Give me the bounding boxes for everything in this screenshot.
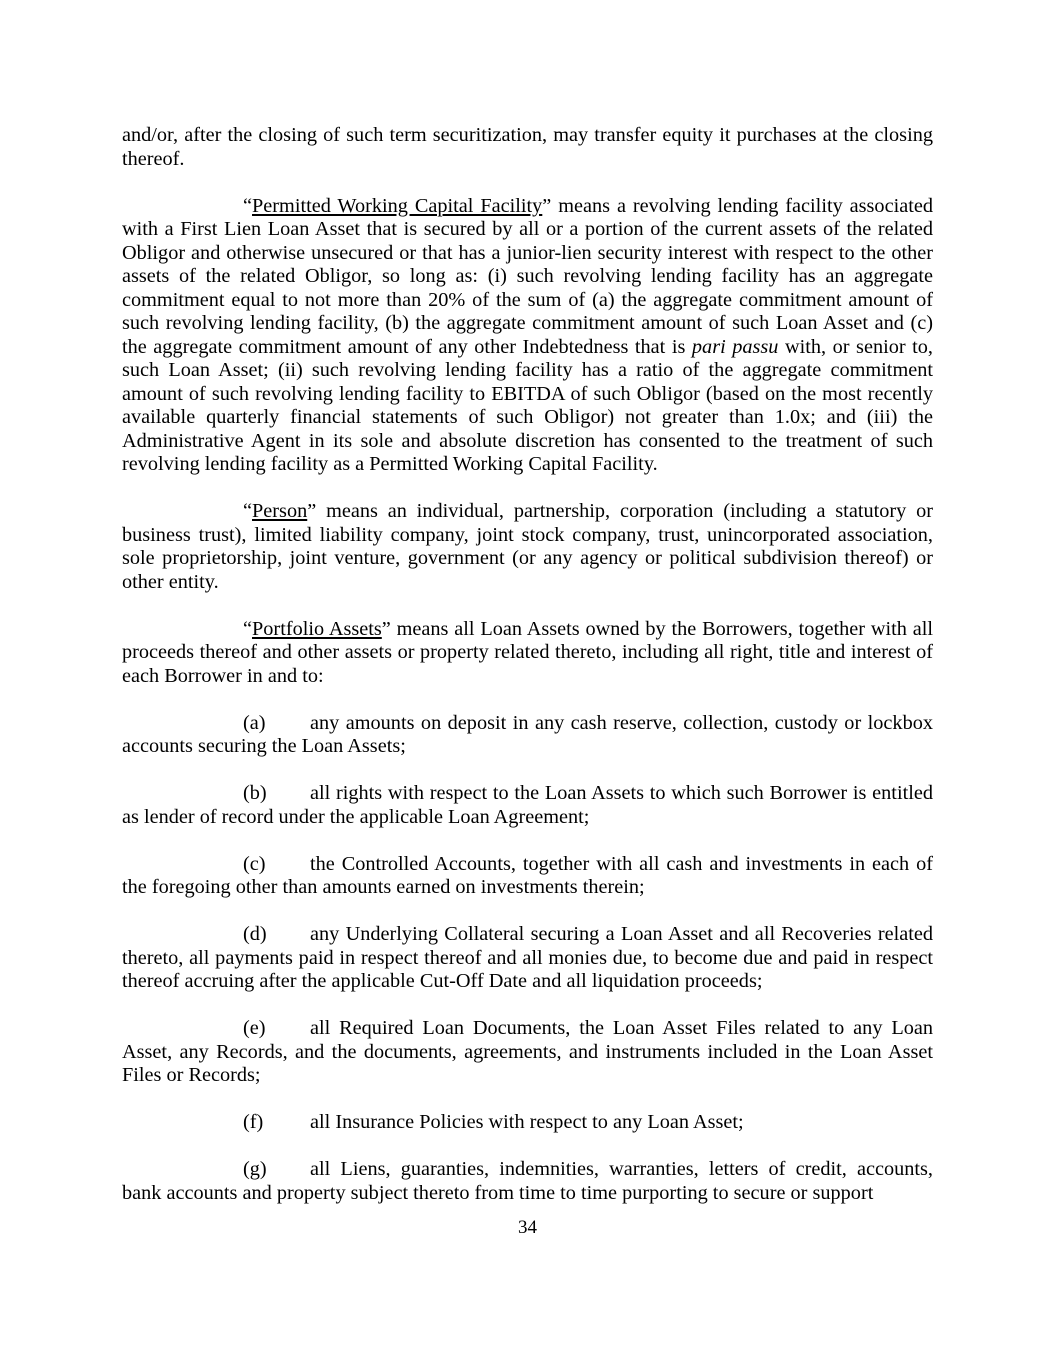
defined-term: Permitted Working Capital Facility: [252, 194, 543, 217]
open-quote: “: [243, 500, 253, 522]
open-quote: “: [243, 194, 253, 217]
italic-latin-phrase: pari passu: [691, 335, 779, 358]
defined-term: Person: [252, 500, 308, 522]
clause-d: [122, 923, 933, 994]
body-text: all Liens, guaranties, indemnities, warranties, letters of credit, accounts, bank accounts and property subject thereto from time to time purporting to secure or support: [122, 1158, 933, 1204]
body-text: any amounts on deposit in any cash reserve, collection, custody or lockbox accounts securing the Loan Assets;: [122, 711, 933, 757]
clause-label: (a): [243, 711, 266, 734]
body-text: and/or, after the closing of such term securitization, may transfer equity it purchases at the closing thereof.: [122, 124, 933, 170]
clause-label: (b): [243, 782, 267, 804]
clause-a: [122, 712, 933, 759]
clause-f: [122, 1111, 933, 1135]
body-text: any Underlying Collateral securing a Loan Asset and all Recoveries related thereto, all payments paid in respect thereof and all monies due, to become due and paid in respect thereof accruing after the applicable Cut-Off Date and all liquidation proceeds;: [122, 923, 933, 992]
open-quote: “: [243, 617, 253, 640]
clause-label: (d): [243, 923, 267, 945]
clause-label: (e): [243, 1017, 266, 1039]
body-text: all rights with respect to the Loan Assets to which such Borrower is entitled as lender of record under the applicable Loan Agreement;: [122, 782, 933, 828]
body-text: the Controlled Accounts, together with all cash and investments in each of the foregoing other than amounts earned on investments therein;: [122, 852, 933, 898]
clause-b: [122, 782, 933, 829]
clause-label: (f): [243, 1111, 264, 1133]
clause-c: [122, 853, 933, 900]
body-text: ” means all Loan Assets owned by the Borrowers, together with all proceeds thereof and other assets or property related thereto, including all right, title and interest of each Borrower in and to:: [122, 617, 933, 687]
body-text: ” means a revolving lending facility associated with a First Lien Loan Asset that is secured by all or a portion of the current assets of the related Obligor and otherwise unsecured or that has a junior-lien security interest with respect to the other assets of the related Obligor, so long as: (i) such revolving lending facility has an aggregate commitment equal to not more than 20% of the sum of (a) the aggregate commitment amount of such revolving lending facility, (b) the aggregate commitment amount of such Loan Asset and (c) the aggregate commitment amount of any other Indebtedness that is: [122, 194, 933, 358]
clause-e: [122, 1017, 933, 1088]
body-text: with, or senior to, such Loan Asset; (ii) such revolving lending facility has a ratio of the aggregate commitment amount of such revolving lending facility to EBITDA of such Obligor (based on the most recently available quarterly financial statements of such Obligor) not greater than 1.0x; and (iii) the Administrative Agent in its sole and absolute discretion has consented to the treatment of such revolving lending facility as a Permitted Working Capital Facility.: [122, 335, 933, 475]
paragraph-portfolio-assets: [122, 618, 933, 689]
paragraph-continuation: [122, 124, 933, 171]
paragraph-permitted-working-capital-facility: [122, 195, 933, 477]
page-number: 34: [518, 1217, 537, 1238]
paragraph-person: [122, 500, 933, 594]
body-text: all Insurance Policies with respect to any Loan Asset;: [310, 1111, 744, 1133]
clause-label: (g): [243, 1158, 267, 1180]
body-text: all Required Loan Documents, the Loan Asset Files related to any Loan Asset, any Records, and the documents, agreements, and instruments included in the Loan Asset Files or Records;: [122, 1017, 933, 1086]
clause-label: (c): [243, 852, 266, 875]
body-text: ” means an individual, partnership, corporation (including a statutory or business trust), limited liability company, joint stock company, trust, unincorporated association, sole proprietorship, joint venture, government (or any agency or political subdivision thereof) or other entity.: [122, 500, 933, 593]
defined-term: Portfolio Assets: [252, 617, 382, 640]
clause-g: [122, 1158, 933, 1205]
